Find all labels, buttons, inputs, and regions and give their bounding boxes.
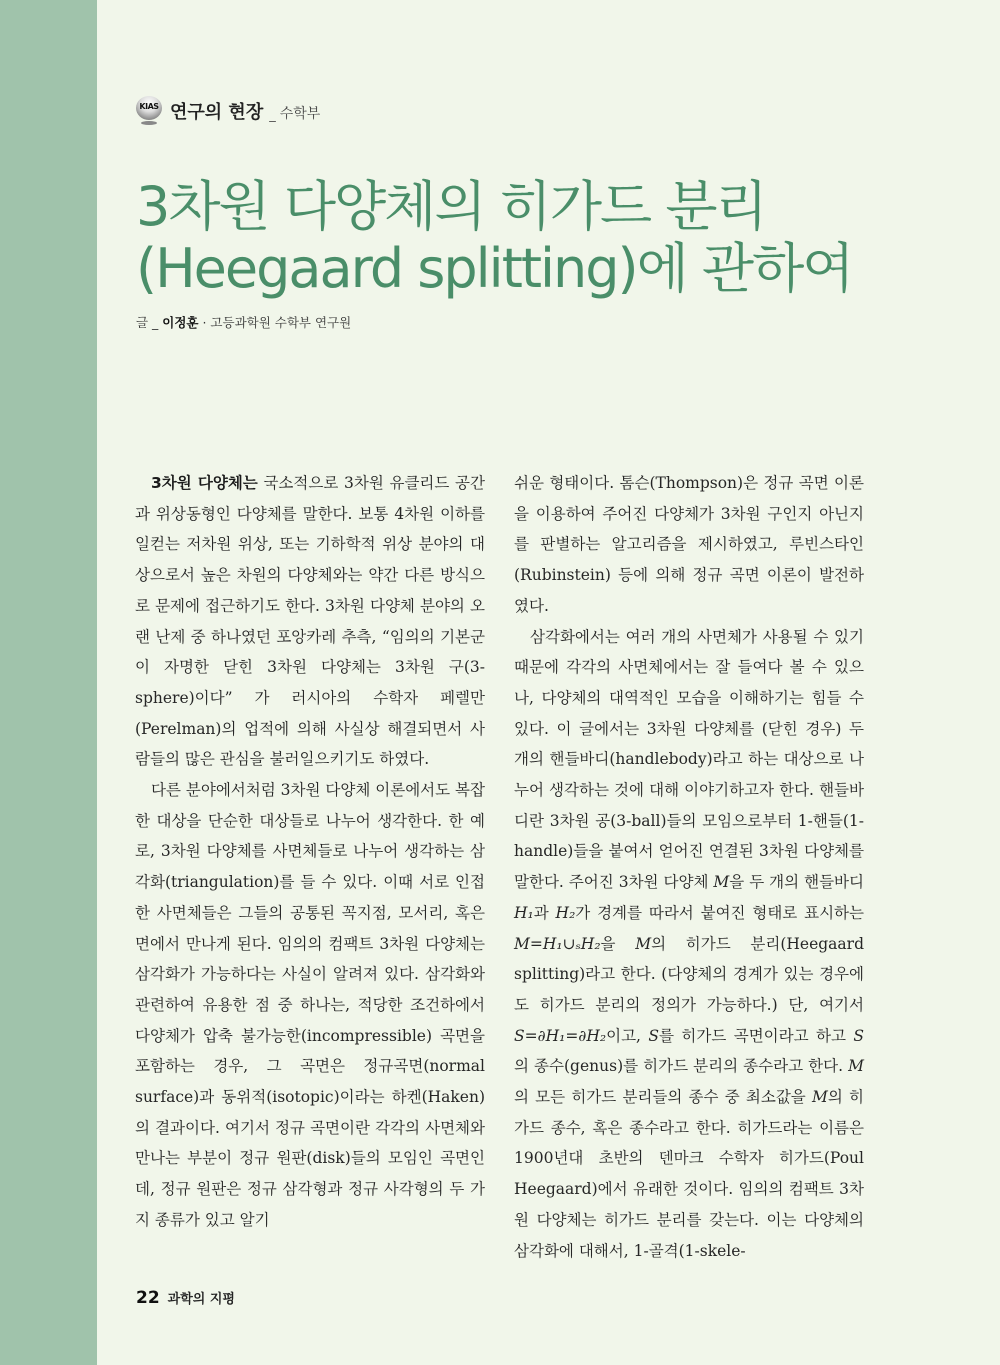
section-header bbox=[136, 96, 320, 126]
section-separator: _ bbox=[269, 107, 276, 123]
byline-prefix: 글 _ bbox=[136, 315, 163, 330]
boundary-formula: S=∂H₁=∂H₂ bbox=[514, 1026, 607, 1045]
title-line-2: (Heegaard splitting)에 관하여 bbox=[136, 237, 853, 300]
author-name: 이정훈 bbox=[162, 315, 199, 330]
paragraph: 삼각화에서는 여러 개의 사면체가 사용될 수 있기 때문에 각각의 사면체에서는 잘 들여다 볼 수 있으나, 다양체의 대역적인 모습을 이해하기는 힘들 수 있다. 이 글에서는 3차원 다양체를 (닫힌 경우) 두 개의 핸들바디(handlebody)라고 하는 대상으로 나누어 생각하는 것에 대해 이야기하고자 한다. 핸들바디란 3차원 공(3-ball)들의 모임으로부터 1-핸들(1-handle)들을 붙여서 얻어진 연결된 3차원 다양체를 말한다. 주어진 3차원 다양체 M을 두 개의 핸들바디 H₁과 H₂가 경계를 따라서 붙여진 형태로 표시하는 M=H₁∪ₛH₂을 M의 히가드 분리(Heegaard splitting)라고 한다. (다양체의 경계가 있는 경우에도 히가드 분리의 정의가 가능하다.) 단, 여기서 S=∂H₁=∂H₂이고, S를 히가드 곡면이라고 하고 S의 종수(genus)를 히가드 분리의 종수라고 한다. M의 모든 히가드 분리들의 종수 중 최소값을 M의 히가드 종수, 혹은 종수라고 한다. 히가드라는 이름은 1900년대 초반의 덴마크 수학자 히가드(Poul Heegaard)에서 유래한 것이다. 임의의 컴팩트 3차원 다양체는 히가드 분리를 갖는다. 이는 다양체의 삼각화에 대해서, 1-골격(1-skele- bbox=[514, 627, 865, 1260]
page-number: 22 bbox=[136, 1288, 160, 1308]
byline bbox=[136, 313, 351, 331]
paragraph: 3차원 다양체는 국소적으로 3차원 유클리드 공간과 위상동형인 다양체를 말한다. 보통 4차원 이하를 일컫는 저차원 위상, 또는 기하학적 위상 분야의 대상으로서 높은 차원의 다양체와는 약간 다른 방식으로 문제에 접근하기도 한다. 3차원 다양체 분야의 오랜 난제 중 하나였던 포앙카레 추측, “임의의 기본군이 자명한 닫힌 3차원 다양체는 3차원 구(3-sphere)이다” 가 러시아의 수학자 페렐만(Perelman)의 업적에 의해 사실상 해결되면서 사람들의 많은 관심을 불러일으키기도 하였다. bbox=[135, 474, 485, 769]
paragraph: 다른 분야에서처럼 3차원 다양체 이론에서도 복잡한 대상을 단순한 대상들로 나누어 생각한다. 한 예로, 3차원 다양체를 사면체들로 나누어 생각하는 삼각화(triangulation)를 들 수 있다. 이때 서로 인접한 사면체들은 그들의 공통된 꼭지점, 모서리, 혹은 면에서 만나게 된다. 임의의 컴팩트 3차원 다양체는 삼각화가 가능하다는 사실이 알려져 있다. 삼각화와 관련하여 유용한 점 중 하나는, 적당한 조건하에서 다양체가 압축 불가능한(incompressible) 곡면을 포함하는 경우, 그 곡면은 정규곡면(normal surface)과 동위적(isotopic)이라는 하켄(Haken)의 결과이다. 여기서 정규 곡면이란 각각의 사면체와 만나는 부분이 정규 원판(disk)들의 모임인 곡면인데, 정규 원판은 정규 삼각형과 정규 사각형의 두 가지 종류가 있고 알기 bbox=[135, 781, 485, 1229]
section-subtitle: 수학부 bbox=[279, 106, 321, 122]
section-title: 연구의 현장 bbox=[170, 102, 264, 123]
kias-logo-icon: KIAS bbox=[136, 96, 162, 126]
article-title bbox=[136, 176, 852, 300]
lead-term: 3차원 다양체는 bbox=[151, 474, 258, 492]
side-color-band bbox=[0, 0, 97, 1365]
body-column-left bbox=[135, 468, 485, 1236]
title-line-1: 3차원 다양체의 히가드 분리 bbox=[136, 175, 766, 238]
magazine-name: 과학의 지평 bbox=[167, 1292, 235, 1307]
body-column-right bbox=[514, 468, 864, 1266]
page-footer bbox=[136, 1288, 235, 1308]
heegaard-splitting-formula: M=H₁∪ₛH₂ bbox=[514, 934, 601, 953]
paragraph: 쉬운 형태이다. 톰슨(Thompson)은 정규 곡면 이론을 이용하여 주어진 다양체가 3차원 구인지 아닌지를 판별하는 알고리즘을 제시하였고, 루빈스타인(Rubinstein) 등에 의해 정규 곡면 이론이 발전하였다. bbox=[514, 474, 864, 615]
author-affiliation: · 고등과학원 수학부 연구원 bbox=[198, 315, 352, 330]
